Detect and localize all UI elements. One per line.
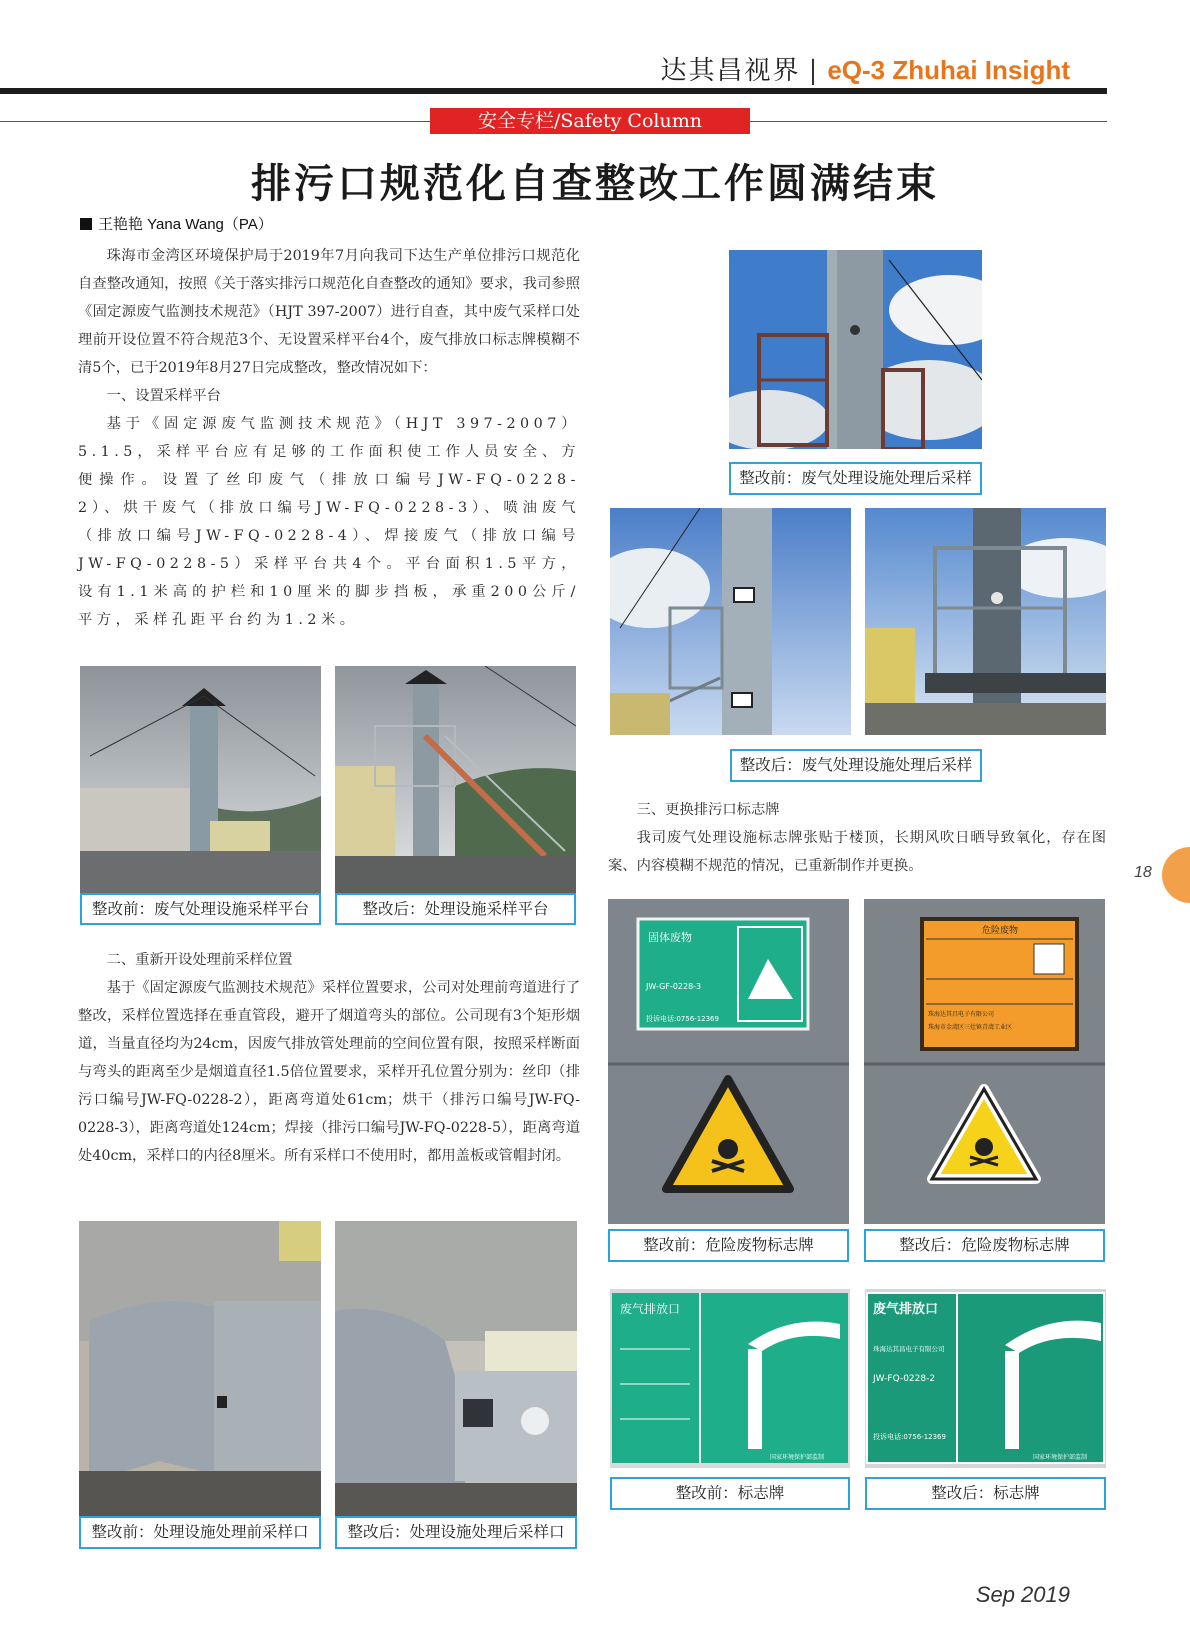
magazine-header [661, 50, 1070, 87]
intro-text-block [78, 242, 580, 634]
new-sign-tel: 投诉电话:0756-12369 [873, 1433, 946, 1441]
solid-waste-sign-tel: 投诉电话:0756-12369 [646, 1015, 719, 1023]
section2-heading: 二、重新开设处理前采样位置 [106, 952, 293, 968]
photo-outlet-sign-after [865, 1289, 1106, 1468]
section3-heading: 三、更换排污口标志牌 [636, 802, 780, 818]
header-separator: | [808, 56, 820, 86]
new-sign-code: JW-FQ-0228-2 [873, 1374, 936, 1384]
page-tab-marker [1162, 847, 1190, 903]
section1-body: 基于《固定源废气监测技术规范》（HJT 397-2007）5.1.5，采样平台应有足够的工作面积使工作人员安全、方便操作。设置了丝印废气（排放口编号JW-FQ-0228-2）、烘干废气（排放口编号JW-FQ-0228-3）、喷油废气（排放口编号JW-FQ-0228-4）、焊接废气（排放口编号JW-FQ-0228-5）采样平台共4个。平台面积1.5平方，设有1.1米高的护栏和10厘米的脚步挡板，承重200公斤/平方，采样孔距平台约为1.2米。 [78, 416, 580, 628]
article-title: 排污口规范化自查整改工作圆满结束 [251, 160, 939, 207]
photo-outlet-before [729, 250, 982, 449]
new-sign-footer: 国家环境保护部监制 [1033, 1454, 1088, 1461]
photo-hazard-sign-before [608, 899, 849, 1224]
caption-inlet-after: 整改后：处理设施处理后采样口 [335, 1516, 577, 1549]
photo-platform-before [80, 666, 321, 894]
byline-square-icon [80, 218, 92, 230]
section2-body: 基于《固定源废气监测技术规范》采样位置要求，公司对处理前弯道进行了整改，采样位置选择在垂直管段，避开了烟道弯头的部位。公司现有3个矩形烟道，当量直径均为24cm，因废气排放管处理前的空间位置有限，按照采样断面与弯头的距离至少是烟道直径1.5倍位置要求，采样开孔位置分别为：丝印（排污口编号JW-FQ-0228-2），距离弯道处61cm；烘干（排污口编号JW-FQ-0228-3），距离弯道处124cm；焊接（排污口编号JW-FQ-0228-5），距离弯道处40cm，采样口的内径8厘米。所有采样口不使用时，都用盖板或管帽封闭。 [78, 980, 580, 1164]
new-sign-title: 废气排放口 [873, 1302, 939, 1317]
page-number: 18 [1134, 864, 1152, 881]
photo-platform-after [335, 666, 576, 894]
photo-inlet-after [335, 1221, 577, 1516]
byline-author: 王艳艳 Yana Wang（PA） [98, 216, 273, 233]
caption-inlet-before: 整改前：处理设施处理前采样口 [79, 1516, 321, 1549]
header-en-title: eQ-3 Zhuhai Insight [827, 55, 1070, 85]
old-sign-footer: 国家环境保护部监制 [770, 1454, 825, 1461]
caption-sign-before: 整改前：标志牌 [610, 1477, 850, 1510]
section2-text-block [78, 946, 580, 1170]
old-sign-title: 废气排放口 [620, 1302, 681, 1316]
section1-heading: 一、设置采样平台 [106, 388, 221, 404]
caption-platform-before: 整改前：废气处理设施采样平台 [80, 893, 321, 925]
new-sign-company: 珠海达其昌电子有限公司 [873, 1345, 945, 1353]
byline [80, 213, 273, 234]
caption-outlet-before: 整改前：废气处理设施处理后采样 [729, 462, 982, 495]
caption-platform-after: 整改后：处理设施采样平台 [335, 893, 576, 925]
section-banner: 安全专栏/Safety Column [430, 108, 750, 134]
section3-body: 我司废气处理设施标志牌张贴于楼顶，长期风吹日晒导致氧化，存在图案、内容模糊不规范的情况，已重新制作并更换。 [608, 830, 1106, 874]
solid-waste-sign-title: 固体废物 [648, 931, 692, 944]
hazard-sign-company: 珠海达其昌电子有限公司 [928, 1011, 995, 1018]
header-cn-title: 达其昌视界 [660, 56, 801, 86]
hazard-sign-address: 珠海市金湾区三灶镇青湾工业区 [928, 1024, 1013, 1031]
issue-date: Sep 2019 [975, 1582, 1070, 1607]
caption-outlet-after: 整改后：废气处理设施处理后采样 [730, 749, 982, 782]
caption-hazard-after: 整改后：危险废物标志牌 [864, 1229, 1105, 1262]
header-rule-thick [0, 88, 1107, 94]
photo-hazard-sign-after [864, 899, 1105, 1224]
caption-hazard-before: 整改前：危险废物标志牌 [608, 1229, 849, 1262]
intro-paragraph: 珠海市金湾区环境保护局于2019年7月向我司下达生产单位排污口规范化自查整改通知，按照《关于落实排污口规范化自查整改的通知》要求，我司参照《固定源废气监测技术规范》（HJT 397-2007）进行自查，其中废气采样口处理前开设位置不符合规范3个、无设置采样平台4个，废气排放口标志牌模糊不清5个，已于2019年8月27日完成整改，整改情况如下： [78, 248, 580, 376]
photo-outlet-after-1 [610, 508, 851, 735]
photo-outlet-sign-before [610, 1289, 850, 1468]
solid-waste-sign-code: JW-GF-0228-3 [646, 982, 702, 991]
section3-text-block [608, 796, 1106, 880]
photo-inlet-before [79, 1221, 321, 1516]
photo-outlet-after-2 [865, 508, 1106, 735]
caption-sign-after: 整改后：标志牌 [865, 1477, 1106, 1510]
hazard-sign-title: 危险废物 [982, 926, 1019, 936]
